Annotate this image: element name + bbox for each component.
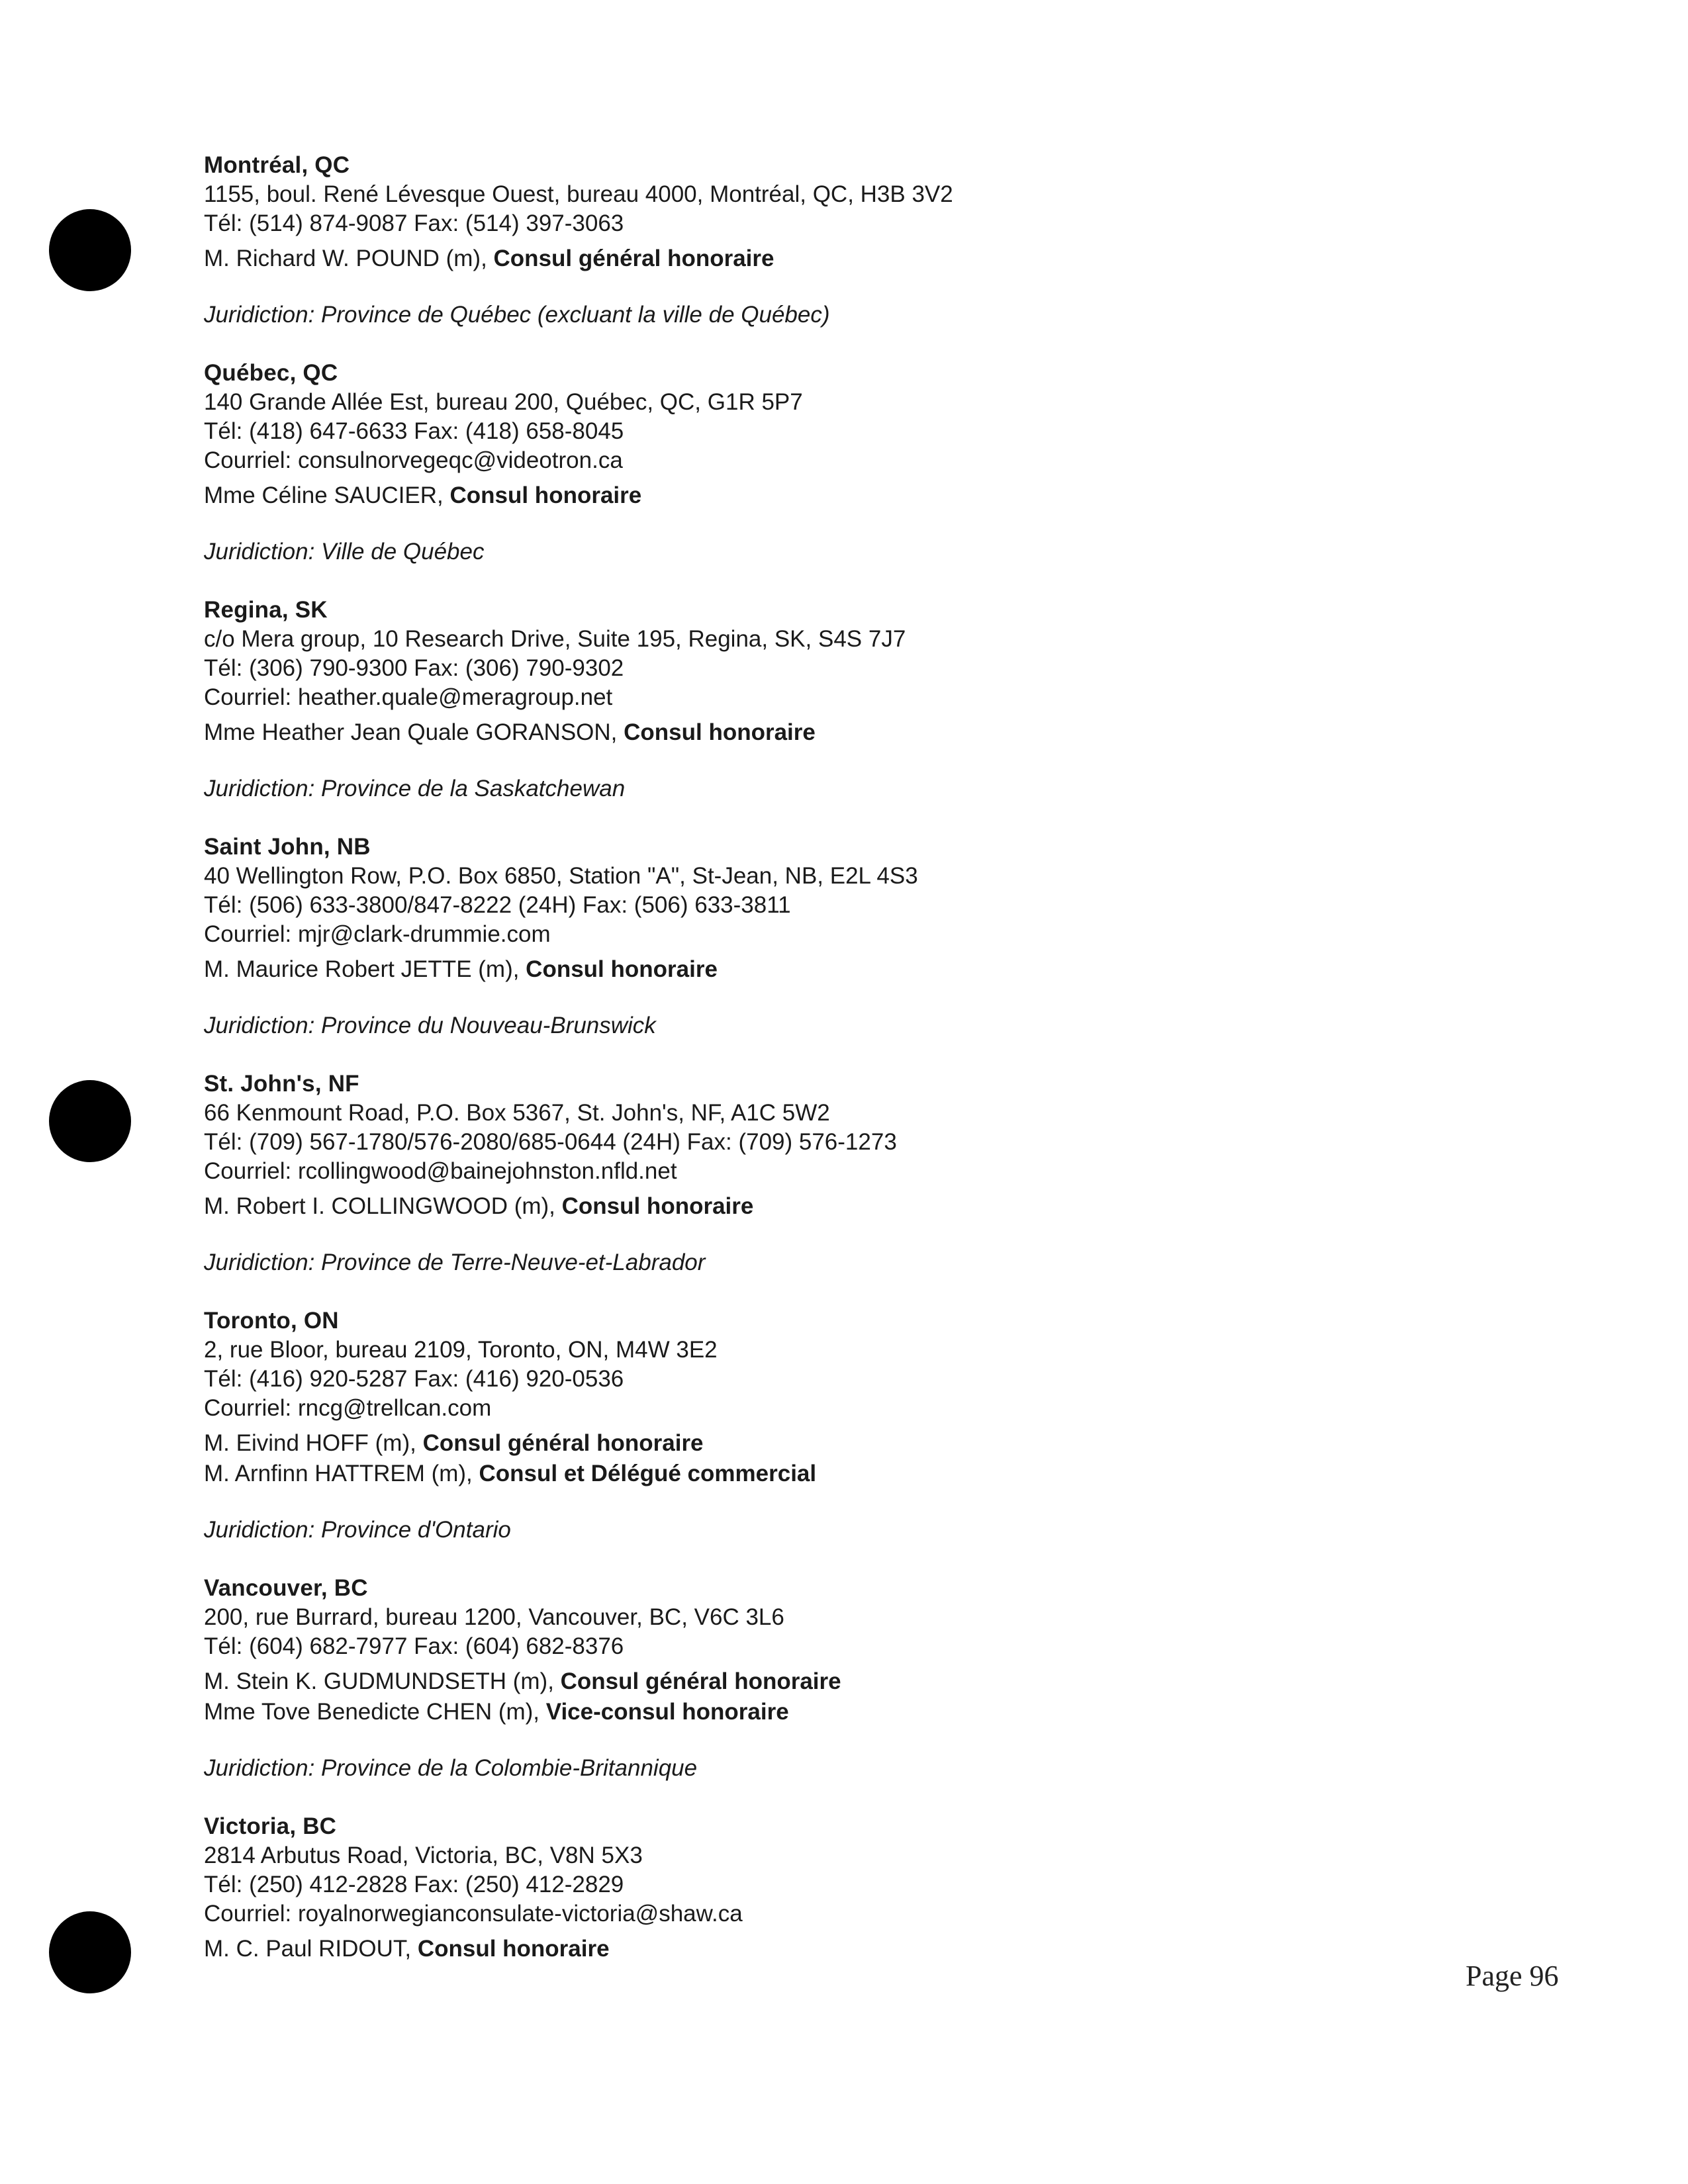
binder-hole-bottom xyxy=(49,1911,131,1993)
consulate-jurisdiction: Juridiction: Province du Nouveau-Brunswick xyxy=(204,1013,656,1038)
consul-name: Mme Céline SAUCIER, xyxy=(204,482,450,508)
consulate-city: Vancouver, BC xyxy=(204,1575,368,1601)
consulate-jurisdiction: Juridiction: Province de la Colombie-Britannique xyxy=(204,1755,698,1781)
consulate-entry xyxy=(204,833,1462,1040)
consulate-contact-line: 140 Grande Allée Est, bureau 200, Québec, QC, G1R 5P7 xyxy=(204,389,803,415)
consulate-contact-line: Tél: (514) 874-9087 Fax: (514) 397-3063 xyxy=(204,210,624,236)
consulate-contact-line: Courriel: rncg@trellcan.com xyxy=(204,1395,492,1421)
consul-name: Mme Tove Benedicte CHEN (m), xyxy=(204,1699,546,1725)
consulate-jurisdiction: Juridiction: Ville de Québec xyxy=(204,539,485,565)
consulate-contact-line: c/o Mera group, 10 Research Drive, Suite 195, Regina, SK, S4S 7J7 xyxy=(204,626,906,652)
consul-title: Consul honoraire xyxy=(417,1936,610,1962)
consulate-contact-line: Tél: (604) 682-7977 Fax: (604) 682-8376 xyxy=(204,1633,624,1659)
consul-person xyxy=(204,1666,1462,1697)
consulate-list xyxy=(204,151,1462,1964)
consulate-city: Montréal, QC xyxy=(204,152,350,178)
consul-title: Vice-consul honoraire xyxy=(545,1699,789,1725)
consulate-entry xyxy=(204,151,1462,330)
consul-name: Mme Heather Jean Quale GORANSON, xyxy=(204,719,624,745)
consulate-city: Regina, SK xyxy=(204,597,328,623)
page-number: Page 96 xyxy=(1466,1960,1559,1992)
consul-person xyxy=(204,1697,1462,1727)
consul-name: M. Arnfinn HATTREM (m), xyxy=(204,1461,479,1486)
consulate-jurisdiction: Juridiction: Province de la Saskatchewan xyxy=(204,776,626,801)
consulate-entry xyxy=(204,359,1462,567)
consulate-contact-line: Courriel: rcollingwood@bainejohnston.nfld.net xyxy=(204,1158,677,1184)
consulate-entry xyxy=(204,1574,1462,1783)
consul-name: M. Richard W. POUND (m), xyxy=(204,246,494,271)
consulate-city: Victoria, BC xyxy=(204,1813,337,1839)
consulate-contact-line: 200, rue Burrard, bureau 1200, Vancouver, BC, V6C 3L6 xyxy=(204,1604,784,1630)
consulate-contact-line: 1155, boul. René Lévesque Ouest, bureau 4000, Montréal, QC, H3B 3V2 xyxy=(204,181,953,207)
consul-name: M. C. Paul RIDOUT, xyxy=(204,1936,418,1962)
consulate-contact-line: Tél: (418) 647-6633 Fax: (418) 658-8045 xyxy=(204,418,624,444)
consulate-contact-line: Courriel: consulnorvegeqc@videotron.ca xyxy=(204,447,623,473)
consul-name: M. Stein K. GUDMUNDSETH (m), xyxy=(204,1668,561,1694)
consul-title: Consul général honoraire xyxy=(560,1668,841,1694)
consulate-contact-line: Courriel: royalnorwegianconsulate-victoria@shaw.ca xyxy=(204,1901,743,1927)
consulate-contact-line: Courriel: mjr@clark-drummie.com xyxy=(204,921,551,947)
consul-person xyxy=(204,1191,1462,1222)
consulate-contact-line: Tél: (250) 412-2828 Fax: (250) 412-2829 xyxy=(204,1872,624,1897)
consulate-jurisdiction: Juridiction: Province de Québec (excluant la ville de Québec) xyxy=(204,302,830,328)
consul-person xyxy=(204,1934,1462,1964)
consulate-city: Toronto, ON xyxy=(204,1308,339,1334)
consulate-contact-line: Tél: (506) 633-3800/847-8222 (24H) Fax: (506) 633-3811 xyxy=(204,892,791,918)
consulate-entry xyxy=(204,1306,1462,1545)
consul-title: Consul général honoraire xyxy=(493,246,774,271)
consul-person xyxy=(204,954,1462,985)
consulate-contact-line: Courriel: heather.quale@meragroup.net xyxy=(204,684,613,710)
consulate-contact-line: 2, rue Bloor, bureau 2109, Toronto, ON, M4W 3E2 xyxy=(204,1337,718,1363)
consul-person xyxy=(204,480,1462,511)
consulate-entry xyxy=(204,1812,1462,1964)
consulate-contact-line: 40 Wellington Row, P.O. Box 6850, Station "A", St-Jean, NB, E2L 4S3 xyxy=(204,863,918,889)
consulate-city: Québec, QC xyxy=(204,360,338,386)
consul-person xyxy=(204,717,1462,748)
consul-person xyxy=(204,1459,1462,1489)
consul-person xyxy=(204,244,1462,274)
consulate-city: Saint John, NB xyxy=(204,834,371,860)
consul-title: Consul général honoraire xyxy=(422,1430,704,1456)
consulate-entry xyxy=(204,596,1462,803)
consul-title: Consul honoraire xyxy=(526,956,718,982)
consul-title: Consul et Délégué commercial xyxy=(479,1461,817,1486)
consulate-contact-line: Tél: (416) 920-5287 Fax: (416) 920-0536 xyxy=(204,1366,624,1392)
binder-hole-top xyxy=(49,209,131,291)
consulate-jurisdiction: Juridiction: Province d'Ontario xyxy=(204,1517,511,1543)
consul-title: Consul honoraire xyxy=(561,1193,754,1219)
consulate-city: St. John's, NF xyxy=(204,1071,359,1097)
consulate-contact-line: 66 Kenmount Road, P.O. Box 5367, St. John's, NF, A1C 5W2 xyxy=(204,1100,830,1126)
consulate-contact-line: Tél: (709) 567-1780/576-2080/685-0644 (24H) Fax: (709) 576-1273 xyxy=(204,1129,897,1155)
consul-name: M. Robert I. COLLINGWOOD (m), xyxy=(204,1193,562,1219)
consul-person xyxy=(204,1428,1462,1459)
consul-title: Consul honoraire xyxy=(449,482,642,508)
consul-name: M. Eivind HOFF (m), xyxy=(204,1430,423,1456)
consulate-contact-line: 2814 Arbutus Road, Victoria, BC, V8N 5X3 xyxy=(204,1843,643,1868)
consul-name: M. Maurice Robert JETTE (m), xyxy=(204,956,526,982)
consul-title: Consul honoraire xyxy=(624,719,816,745)
consulate-entry xyxy=(204,1069,1462,1277)
binder-hole-middle xyxy=(49,1080,131,1162)
consulate-contact-line: Tél: (306) 790-9300 Fax: (306) 790-9302 xyxy=(204,655,624,681)
consulate-jurisdiction: Juridiction: Province de Terre-Neuve-et-Labrador xyxy=(204,1250,706,1275)
